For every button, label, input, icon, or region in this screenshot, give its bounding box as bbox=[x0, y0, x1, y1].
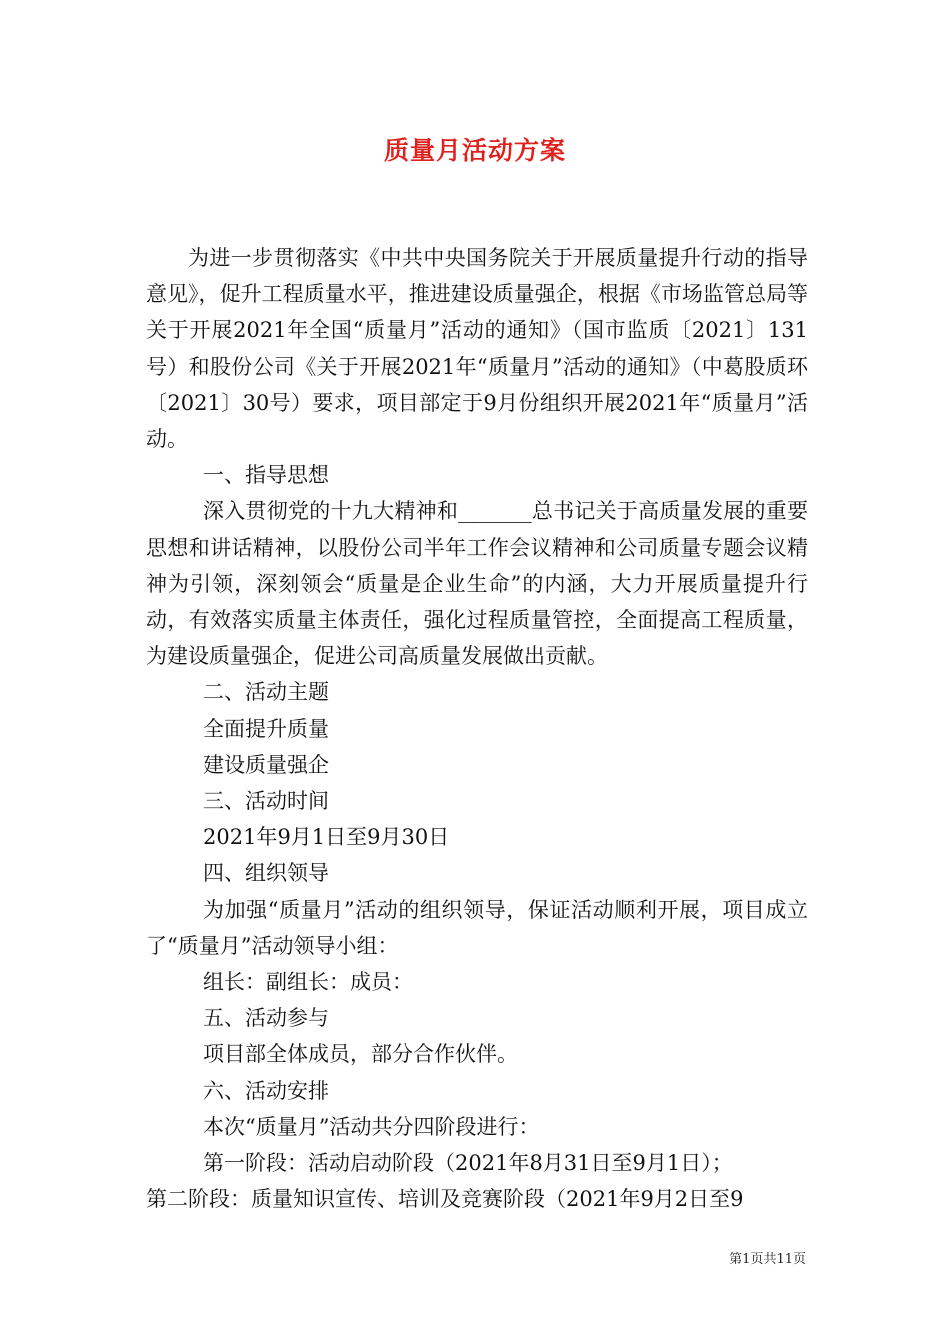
section-heading-participation: 五、活动参与 bbox=[203, 1006, 329, 1031]
activity-time-text: 2021年9月1日至9月30日 bbox=[203, 825, 450, 850]
section-heading-guiding-ideology: 一、指导思想 bbox=[203, 463, 329, 488]
intro-paragraph: 为进一步贯彻落实《中共中央国务院关于开展质量提升行动的指导意见》，促升工程质量水平，推进建设质量强企，根据《市场监管总局等关于开展2021年全国“质量月”活动的通知》（国市监质〔2021〕131号）和股份公司《关于开展2021年“质量月”活动的通知》（中葛股质环〔2021〕30号）要求，项目部定于9月份组织开展2021年“质量月”活动。 bbox=[146, 246, 808, 452]
leadership-roles-line: 组长：副组长：成员： bbox=[203, 970, 413, 995]
document-title: 质量月活动方案 bbox=[383, 136, 566, 165]
theme-line-2: 建设质量强企 bbox=[203, 752, 329, 777]
section-heading-activity-theme: 二、活动主题 bbox=[203, 680, 329, 705]
section-heading-organization: 四、组织领导 bbox=[203, 861, 329, 886]
page-number-footer: 第1页共11页 bbox=[729, 1252, 806, 1267]
section-heading-activity-time: 三、活动时间 bbox=[203, 789, 329, 814]
section-heading-arrangement: 六、活动安排 bbox=[203, 1078, 329, 1103]
participation-text: 项目部全体成员，部分合作伙伴。 bbox=[203, 1042, 518, 1067]
theme-line-1: 全面提升质量 bbox=[203, 716, 329, 741]
guiding-ideology-paragraph: 深入贯彻党的十九大精神和_______总书记关于高质量发展的重要思想和讲话精神，以股份公司半年工作会议精神和公司质量专题会议精神为引领，深刻领会“质量是企业生命”的内涵，大力开展质量提升行动，有效落实质量主体责任，强化过程质量管控，全面提高工程质量，为建设质量强企，促进公司高质量发展做出贡献。 bbox=[146, 499, 808, 669]
phase-one-line: 第一阶段：活动启动阶段（2021年8月31日至9月1日）； bbox=[203, 1151, 733, 1176]
phase-two-line: 第二阶段：质量知识宣传、培训及竞赛阶段（2021年9月2日至9 bbox=[146, 1187, 744, 1212]
document-body bbox=[146, 240, 808, 1217]
arrangement-intro: 本次“质量月”活动共分四阶段进行： bbox=[203, 1114, 540, 1139]
organization-paragraph: 为加强“质量月”活动的组织领导，保证活动顺利开展，项目成立了“质量月”活动领导小组： bbox=[146, 897, 808, 958]
